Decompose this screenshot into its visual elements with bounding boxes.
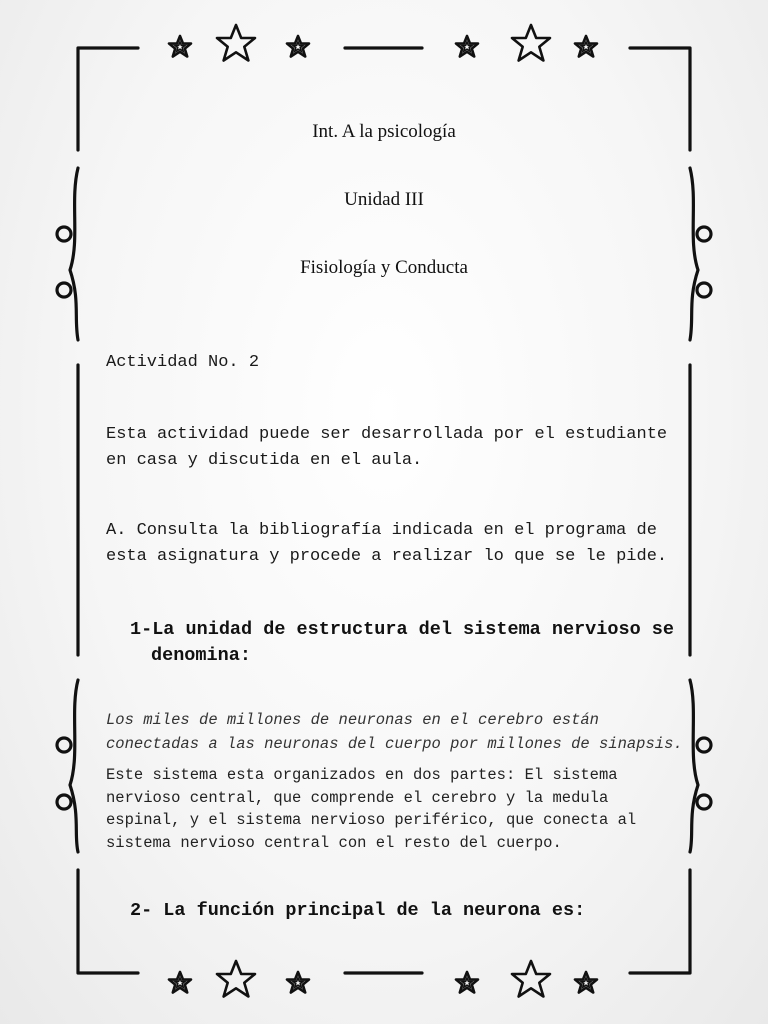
course-title: Int. A la psicología — [312, 121, 456, 142]
activity-intro: Esta actividad puede ser desarrollada por el estudiante en casa y discutida en el aula. — [106, 425, 668, 470]
question-1-line-2: denomina: — [151, 645, 251, 666]
star-icon — [217, 25, 255, 61]
star-icon — [287, 972, 309, 993]
question-2: 2- La función principal de la neurona es: — [130, 900, 586, 921]
star-icon — [575, 36, 597, 57]
activity-instruction: A. Consulta la bibliografía indicada en el programa de esta asignatura y procede a realizar lo que se le pide. — [106, 521, 668, 566]
star-icon — [456, 972, 478, 993]
star-icon — [169, 36, 191, 57]
star-icon — [512, 961, 550, 997]
answer-quote: Los miles de millones de neuronas en el cerebro están conectadas a las neuronas del cuerpo por millones de sinapsis. — [106, 711, 683, 753]
star-icon — [169, 972, 191, 993]
star-icon — [512, 25, 550, 61]
activity-title: Actividad No. 2 — [106, 353, 260, 372]
question-1-line-1: 1-La unidad de estructura del sistema nervioso se — [130, 619, 674, 640]
answer-explanation: Este sistema esta organizados en dos partes: El sistema nervioso central, que comprende el cerebro y la medula espinal, y el sistema nervioso periférico, que conecta al sistema nervioso central con el resto del cuerpo. — [106, 766, 637, 852]
unit-title: Unidad III — [344, 189, 424, 210]
star-icon — [287, 36, 309, 57]
topic-title: Fisiología y Conducta — [300, 257, 468, 278]
star-icon — [456, 36, 478, 57]
star-icon — [575, 972, 597, 993]
star-icon — [217, 961, 255, 997]
